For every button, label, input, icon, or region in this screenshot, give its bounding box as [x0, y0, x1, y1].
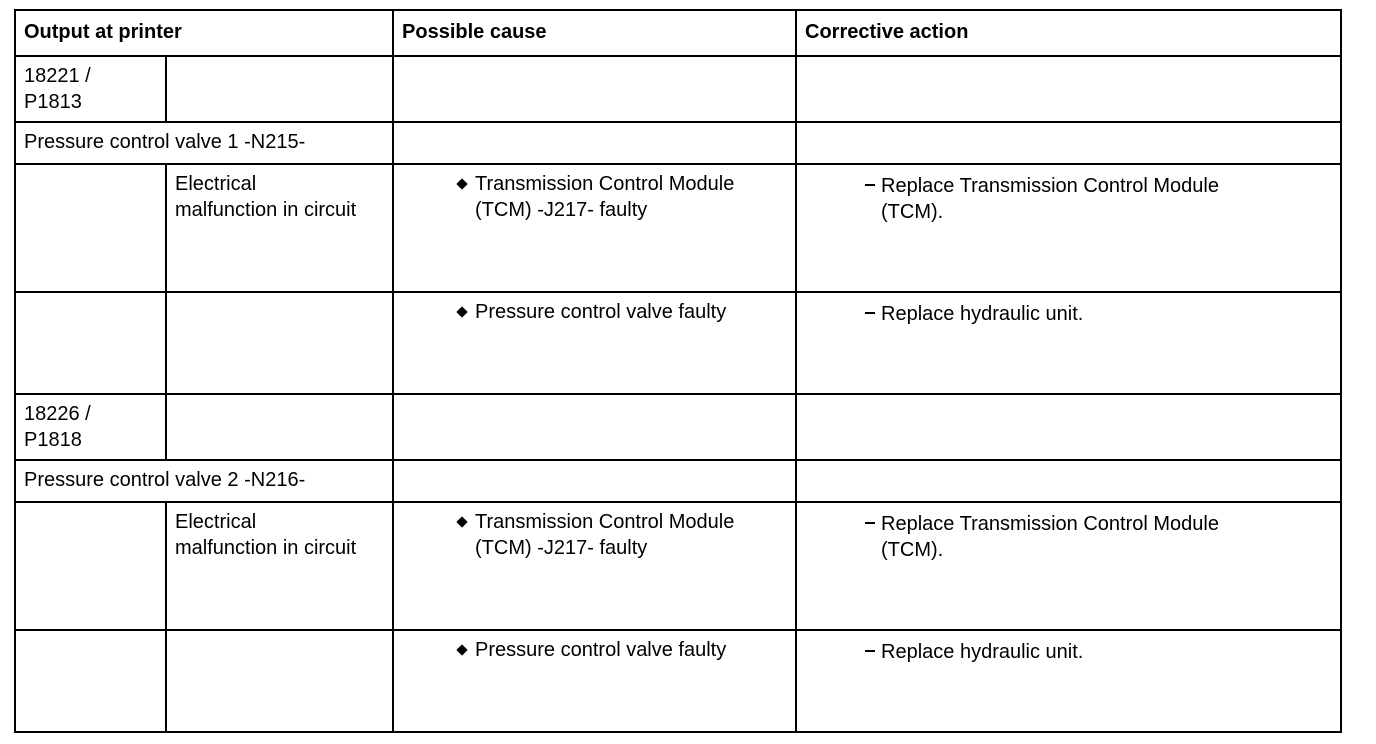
fault-type-line: malfunction in circuit [175, 537, 357, 559]
empty-cell [393, 56, 796, 122]
cause-text-line: Transmission Control Module [475, 511, 735, 533]
fault-type-line: Electrical [175, 173, 257, 195]
corrective-action-cell [796, 630, 1341, 732]
diamond-bullet-icon [456, 644, 467, 655]
action-text-line: Replace hydraulic unit. [881, 303, 1084, 325]
empty-cell [393, 460, 796, 502]
action-text-line: Replace hydraulic unit. [881, 641, 1084, 663]
empty-cell [796, 122, 1341, 164]
action-text-line: (TCM). [881, 201, 944, 223]
action-text-line: (TCM). [881, 539, 944, 561]
empty-cell [166, 394, 393, 460]
cause-text-line: Pressure control valve faulty [475, 639, 727, 661]
corrective-action-cell [796, 292, 1341, 394]
empty-cell [166, 292, 393, 394]
fault-code-line: P1818 [24, 429, 82, 451]
dash-bullet-icon [865, 184, 875, 186]
empty-cell [393, 394, 796, 460]
empty-cell [393, 122, 796, 164]
cause-row [15, 164, 1341, 292]
cause-text-line: Transmission Control Module [475, 173, 735, 195]
cause-row [15, 630, 1341, 732]
diamond-bullet-icon [456, 306, 467, 317]
empty-cell [166, 56, 393, 122]
empty-cell [796, 394, 1341, 460]
fault-code-cell [15, 56, 166, 122]
action-text-line: Replace Transmission Control Module [881, 175, 1219, 197]
cause-row [15, 502, 1341, 630]
fault-code-line: 18221 / [24, 65, 91, 87]
empty-cell [166, 630, 393, 732]
header-output-at-printer: Output at printer [15, 10, 393, 56]
diamond-bullet-icon [456, 516, 467, 527]
component-row [15, 122, 1341, 164]
fault-type-line: malfunction in circuit [175, 199, 357, 221]
dash-bullet-icon [865, 522, 875, 524]
dash-bullet-icon [865, 312, 875, 314]
cause-row [15, 292, 1341, 394]
component-name: Pressure control valve 2 -N216- [15, 460, 393, 502]
diagnostic-table [14, 9, 1342, 733]
cause-text-line: (TCM) -J217- faulty [475, 199, 648, 221]
header-row [15, 10, 1341, 56]
empty-cell [796, 460, 1341, 502]
empty-cell [796, 56, 1341, 122]
empty-cell [15, 292, 166, 394]
cause-text-line: Pressure control valve faulty [475, 301, 727, 323]
fault-code-line: P1813 [24, 91, 82, 113]
corrective-action-cell [796, 502, 1341, 630]
fault-code-row [15, 56, 1341, 122]
possible-cause-cell [393, 630, 796, 732]
corrective-action-cell [796, 164, 1341, 292]
component-name: Pressure control valve 1 -N215- [15, 122, 393, 164]
fault-code-row [15, 394, 1341, 460]
cause-text-line: (TCM) -J217- faulty [475, 537, 648, 559]
possible-cause-cell [393, 164, 796, 292]
diamond-bullet-icon [456, 178, 467, 189]
header-possible-cause: Possible cause [393, 10, 796, 56]
action-text-line: Replace Transmission Control Module [881, 513, 1219, 535]
fault-type-line: Electrical [175, 511, 257, 533]
fault-type-cell [166, 164, 393, 292]
possible-cause-cell [393, 292, 796, 394]
empty-cell [15, 502, 166, 630]
empty-cell [15, 164, 166, 292]
dash-bullet-icon [865, 650, 875, 652]
fault-code-line: 18226 / [24, 403, 91, 425]
fault-code-cell [15, 394, 166, 460]
component-row [15, 460, 1341, 502]
fault-type-cell [166, 502, 393, 630]
possible-cause-cell [393, 502, 796, 630]
header-corrective-action: Corrective action [796, 10, 1341, 56]
empty-cell [15, 630, 166, 732]
